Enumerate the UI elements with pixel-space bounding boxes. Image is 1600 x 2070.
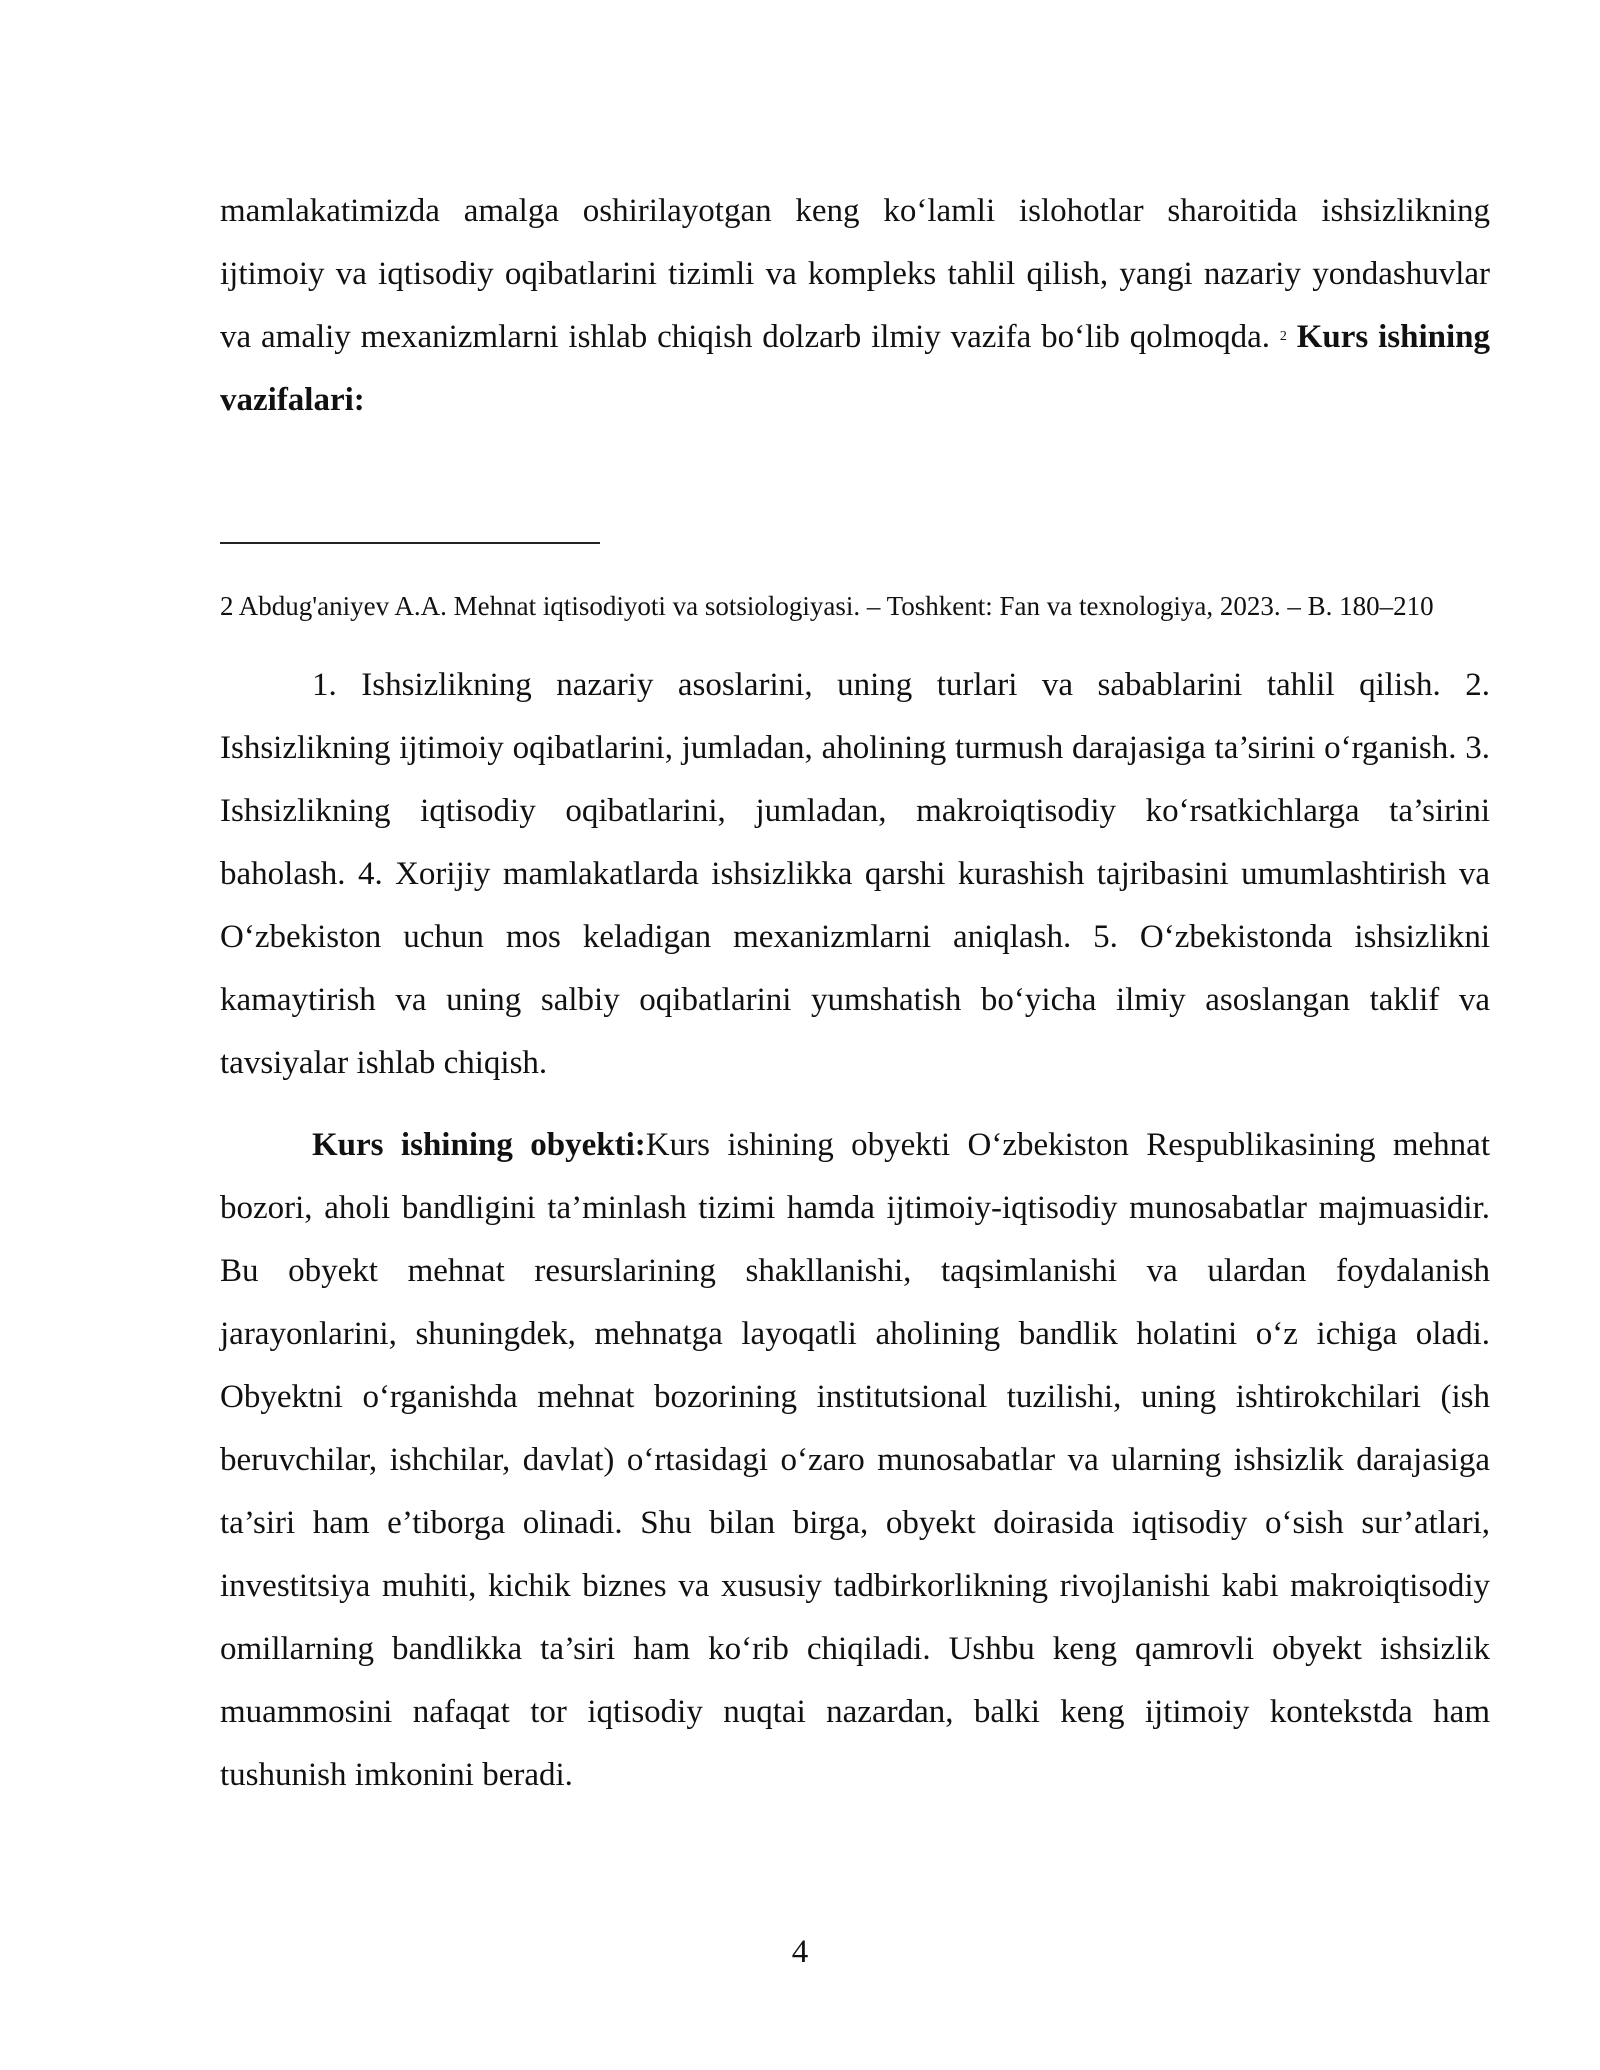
tasks-paragraph: 1. Ishsizlikning nazariy asoslarini, uning turlari va sabablarini tahlil qilish. 2. Ishsizlikning ijtimoiy oqibatlarini, jumladan, aholining turmush darajasiga ta’sirini o‘rganish. 3. Ishsizlikning iqtisodiy oqibatlarini, jumladan, makroiqtisodiy ko‘rsatkichlarga ta’sirini baholash. 4. Xorijiy mamlakatlarda ishsizlikka qarshi kurashish tajribasini umumlashtirish va O‘zbekiston uchun mos keladigan mexanizmlarni aniqlash. 5. O‘zbekistonda ishsizlikni kamaytirish va uning salbiy oqibatlarini yumshatish bo‘yicha ilmiy asoslangan taklif va tavsiyalar ishlab chiqish. bbox=[220, 667, 1490, 1081]
page-number: 4 bbox=[791, 1934, 809, 1970]
intro-text: mamlakatimizda amalga oshirilayotgan keng ko‘lamli islohotlar sharoitida ishsizlikning ijtimoiy va iqtisodiy oqibatlarini tizimli va kompleks tahlil qilish, yangi nazariy yondashuvlar va amaliy mexanizmlarni ishlab chiqish dolzarb ilmiy vazifa bo‘lib qolmoqda. bbox=[220, 193, 1490, 355]
object-paragraph bbox=[220, 1114, 1490, 1807]
tasks-heading: Kurs ishining vazifalari: bbox=[220, 319, 1491, 418]
intro-paragraph bbox=[220, 180, 1490, 432]
object-heading: Kurs ishining obyekti: bbox=[312, 1127, 646, 1163]
footnote: 2 Abdug'aniyev A.A. Mehnat iqtisodiyoti va sotsiologiyasi. – Toshkent: Fan va texnologiya, 2023. – B. 180–210 bbox=[220, 591, 1434, 621]
footnote-reference[interactable]: 2 bbox=[1279, 329, 1287, 344]
object-text: Kurs ishining obyekti O‘zbekiston Respublikasining mehnat bozori, aholi bandligini ta’minlash tizimi hamda ijtimoiy-iqtisodiy munosabatlar majmuasidir. Bu obyekt mehnat resurslarining shakllanishi, taqsimlanishi va ulardan foydalanish jarayonlarini, shuningdek, mehnatga layoqatli aholining bandlik holatini o‘z ichiga oladi. Obyektni o‘rganishda mehnat bozorining institutsional tuzilishi, uning ishtirokchilari (ish beruvchilar, ishchilar, davlat) o‘rtasidagi o‘zaro munosabatlar va ularning ishsizlik darajasiga ta’siri ham e’tiborga olinadi. Shu bilan birga, obyekt doirasida iqtisodiy o‘sish sur’atlari, investitsiya muhiti, kichik biznes va xususiy tadbirkorlikning rivojlanishi kabi makroiqtisodiy omillarning bandlikka ta’siri ham ko‘rib chiqiladi. Ushbu keng qamrovli obyekt ishsizlik muammosini nafaqat tor iqtisodiy nuqtai nazardan, balki keng ijtimoiy kontekstda ham tushunish imkonini beradi. bbox=[220, 1127, 1490, 1793]
footnote-separator bbox=[220, 542, 600, 544]
